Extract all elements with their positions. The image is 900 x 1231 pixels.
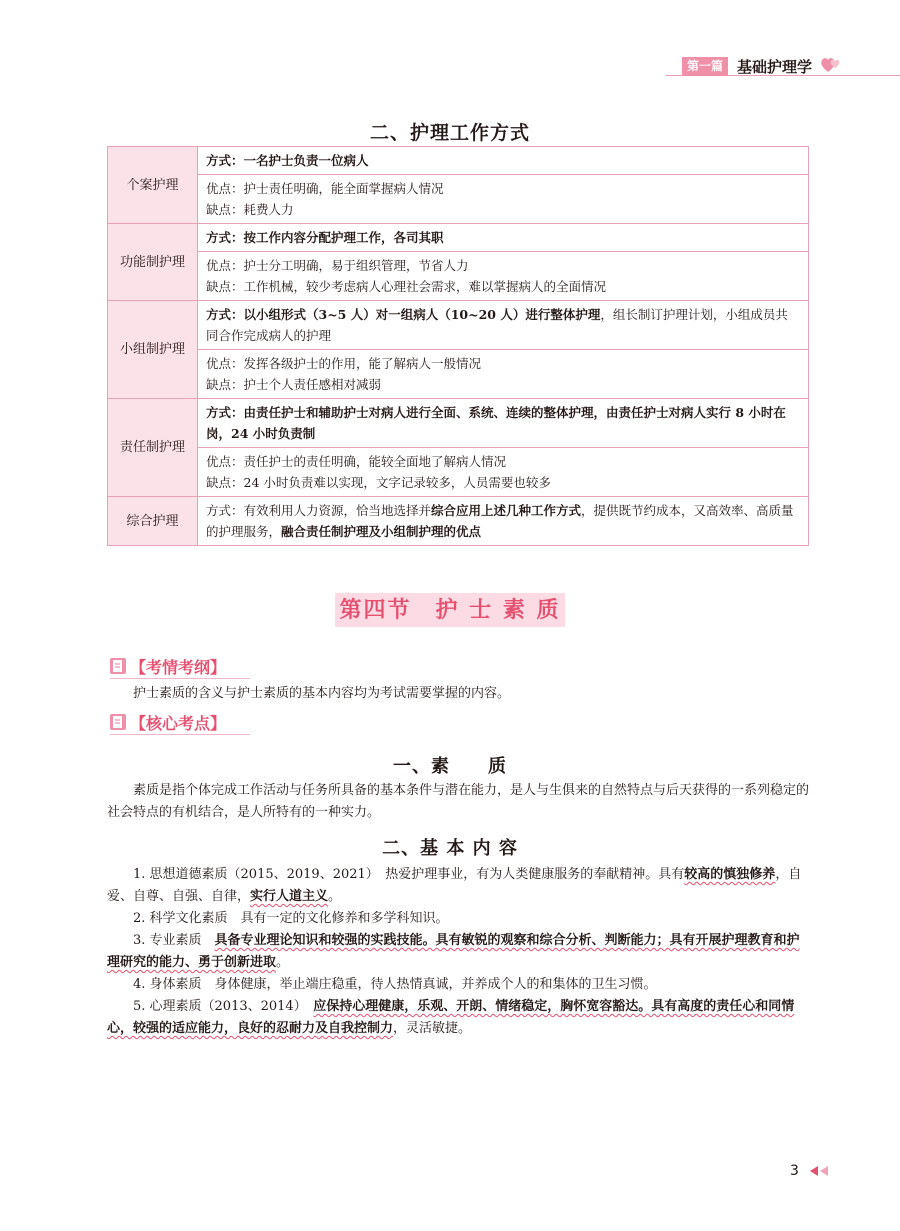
method-cell: 方式：由责任护士和辅助护士对病人进行全面、系统、连续的整体护理，由责任护士对病人实行 8 小时在岗，24 小时负责制 bbox=[198, 399, 809, 448]
row-category: 个案护理 bbox=[108, 147, 198, 224]
row-category: 小组制护理 bbox=[108, 301, 198, 399]
table-row bbox=[108, 147, 809, 175]
method-cell: 方式：有效利用人力资源，恰当地选择并综合应用上述几种工作方式，提供既节约成本，又高效率、高质量的护理服务，融合责任制护理及小组制护理的优点 bbox=[198, 497, 809, 546]
table-row bbox=[108, 252, 809, 301]
row-category: 责任制护理 bbox=[108, 399, 198, 497]
method-cell: 方式：按工作内容分配护理工作，各司其职 bbox=[198, 224, 809, 252]
section-title: 第四节 护 士 素 质 bbox=[335, 593, 565, 627]
double-arrow-icon bbox=[808, 1165, 830, 1177]
table-row bbox=[108, 175, 809, 224]
note-icon bbox=[109, 657, 127, 675]
core-label: 【核心考点】 bbox=[130, 713, 227, 733]
method-cell: 方式：一名护士负责一位病人 bbox=[198, 147, 809, 175]
note-icon bbox=[109, 713, 127, 731]
work-modes-table bbox=[107, 146, 809, 546]
page-number: 3 bbox=[790, 1163, 799, 1179]
table-row bbox=[108, 497, 809, 546]
list-item: 4. 身体素质 身体健康，举止端庄稳重，待人热情真诚，并养成个人的和集体的卫生习惯。 bbox=[133, 977, 657, 992]
outline-heading bbox=[109, 655, 226, 677]
outline-text: 护士素质的含义与护士素质的基本内容均为考试需要掌握的内容。 bbox=[133, 686, 511, 701]
pros-cons-cell: 优点：护士分工明确，易于组织管理，节省人力 缺点：工作机械，较少考虑病人心理社会需求，难以掌握病人的全面情况 bbox=[198, 252, 809, 301]
subheading-quality: 一、素 质 bbox=[393, 756, 507, 777]
outline-label: 【考情考纲】 bbox=[130, 657, 227, 677]
pros-cons-cell: 优点：发挥各级护士的作用，能了解病人一般情况 缺点：护士个人责任感相对减弱 bbox=[198, 350, 809, 399]
part-tag: 第一篇 bbox=[682, 57, 728, 76]
method-cell: 方式：以小组形式（3~5 人）对一组病人（10~20 人）进行整体护理，组长制订护理计划，小组成员共同合作完成病人的护理 bbox=[198, 301, 809, 350]
pros-cons-cell: 优点：护士责任明确，能全面掌握病人情况 缺点：耗费人力 bbox=[198, 175, 809, 224]
work-modes-title: 二、护理工作方式 bbox=[369, 122, 530, 144]
table-row bbox=[108, 448, 809, 497]
core-heading bbox=[109, 711, 226, 733]
definition-paragraph: 素质是指个体完成工作活动与任务所具备的基本条件与潜在能力，是人与生俱来的自然特点与后天获得的一系列稳定的社会特点的有机结合，是人所特有的一种实力。 bbox=[107, 783, 810, 820]
list-item: 2. 科学文化素质 具有一定的文化修养和多学科知识。 bbox=[133, 911, 449, 926]
pros-cons-cell: 优点：责任护士的责任明确，能较全面地了解病人情况 缺点：24 小时负责难以实现，文字记录较多，人员需要也较多 bbox=[198, 448, 809, 497]
row-category: 功能制护理 bbox=[108, 224, 198, 301]
table-row bbox=[108, 399, 809, 448]
table-row bbox=[108, 350, 809, 399]
core-rule bbox=[110, 734, 250, 735]
row-category: 综合护理 bbox=[108, 497, 198, 546]
list-item: 3. 专业素质 具备专业理论知识和较强的实践技能。具有敏锐的观察和综合分析、判断能力；具有开展护理教育和护理研究的能力、勇于创新进取。 bbox=[107, 933, 800, 970]
book-title: 基础护理学 bbox=[737, 58, 813, 76]
outline-rule bbox=[110, 678, 250, 679]
list-item: 5. 心理素质（2013、2014） 应保持心理健康，乐观、开朗、情绪稳定，胸怀宽容豁达。具有高度的责任心和同情心，较强的适应能力，良好的忍耐力及自我控制力，灵活敏捷。 bbox=[107, 999, 795, 1036]
hearts-icon bbox=[820, 56, 842, 74]
list-item: 1. 思想道德素质（2015、2019、2021） 热爱护理事业，有为人类健康服务的奉献精神。具有较高的慎独修养，自爱、自尊、自强、自律，实行人道主义。 bbox=[107, 867, 802, 904]
table-row bbox=[108, 224, 809, 252]
subheading-content: 二、基 本 内 容 bbox=[382, 838, 518, 859]
table-row bbox=[108, 301, 809, 350]
